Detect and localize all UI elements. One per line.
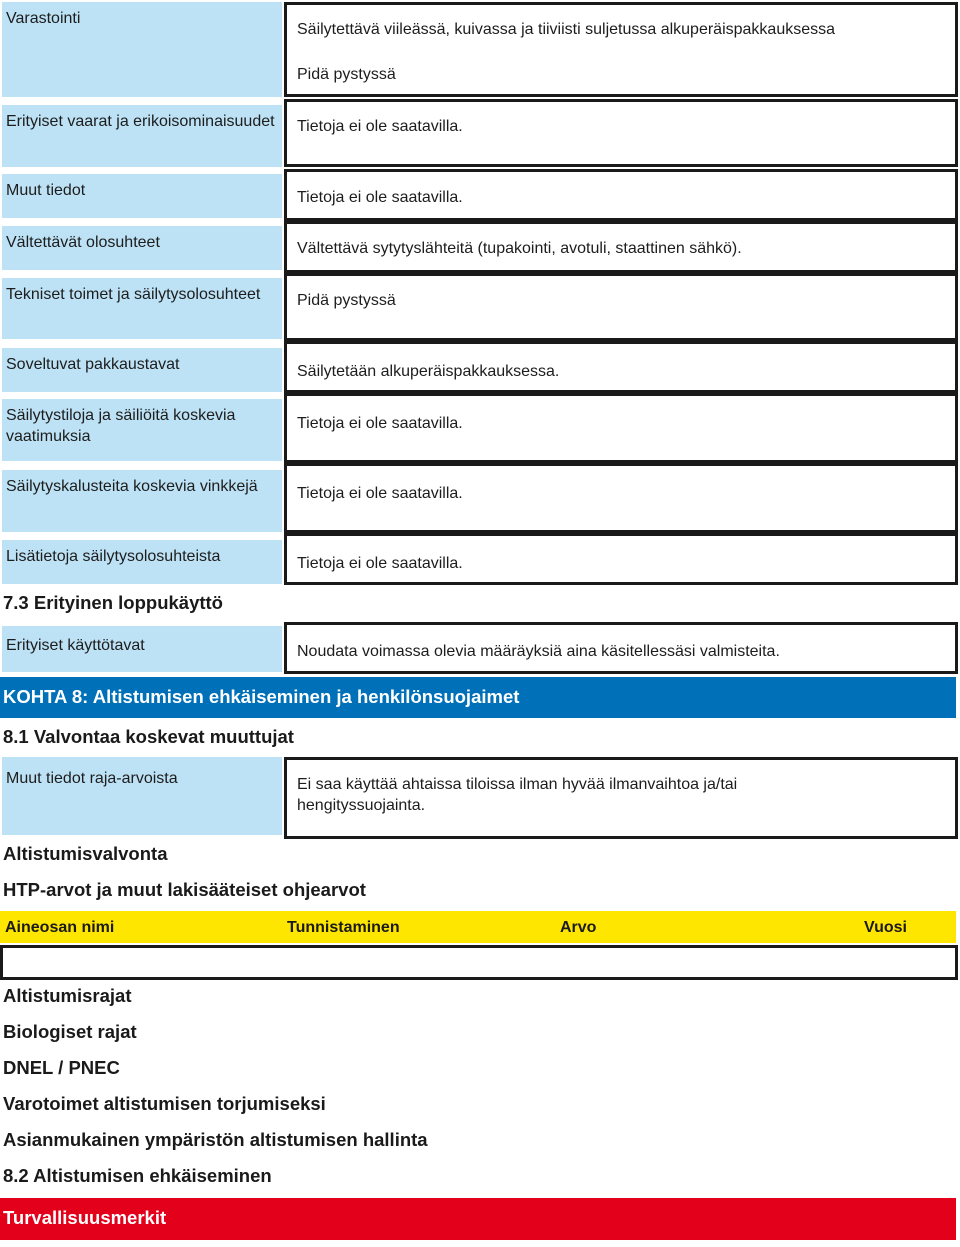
valtettavat-olosuhteet-text: Vältettävä sytytyslähteitä (tupakointi, avotuli, staattinen sähkö).: [297, 240, 742, 257]
label-valtettavat-olosuhteet: Vältettävät olosuhteet: [2, 226, 282, 270]
value-erityiset-vaarat: [284, 99, 958, 167]
value-lisatietoja: [284, 533, 958, 585]
heading-biologiset-rajat: Biologiset rajat: [3, 1021, 137, 1042]
value-erityiset-kayttotavat: [284, 622, 958, 674]
heading-ymparisto: Asianmukainen ympäristön altistumisen hallinta: [3, 1129, 428, 1150]
heading-dnel-pnec: DNEL / PNEC: [3, 1057, 120, 1078]
label-erityiset-kayttotavat: Erityiset käyttötavat: [2, 626, 282, 672]
muut-tiedot-text: Tietoja ei ole saatavilla.: [297, 189, 463, 206]
heading-7-3: 7.3 Erityinen loppukäyttö: [3, 592, 223, 613]
heading-altistumisrajat: Altistumisrajat: [3, 985, 132, 1006]
value-sailytystiloja: [284, 393, 958, 463]
label-varastointi: Varastointi: [2, 2, 282, 97]
value-sailytyskalusteita: [284, 463, 958, 533]
heading-8-2: 8.2 Altistumisen ehkäiseminen: [3, 1165, 272, 1186]
sailytyskalusteita-text: Tietoja ei ole saatavilla.: [297, 485, 463, 502]
sailytystiloja-text: Tietoja ei ole saatavilla.: [297, 415, 463, 432]
label-sailytyskalusteita: Säilytyskalusteita koskevia vinkkejä: [2, 470, 282, 532]
label-erityiset-vaarat: Erityiset vaarat ja erikoisominaisuudet: [2, 105, 282, 167]
heading-8-1: 8.1 Valvontaa koskevat muuttujat: [3, 726, 294, 747]
heading-altistumisvalvonta: Altistumisvalvonta: [3, 843, 168, 864]
safety-signs-banner: Turvallisuusmerkit: [0, 1198, 956, 1240]
heading-varotoimet: Varotoimet altistumisen torjumiseksi: [3, 1093, 326, 1114]
table-header: [0, 911, 956, 943]
label-tekniset-toimet: Tekniset toimet ja säilytysolosuhteet: [2, 278, 282, 339]
column-header-vuosi: Vuosi: [864, 919, 907, 936]
table-row-empty: [0, 945, 958, 980]
erityiset-kayttotavat-text: Noudata voimassa olevia määräyksiä aina käsitellessäsi valmisteita.: [297, 643, 780, 660]
label-lisatietoja: Lisätietoja säilytysolosuhteista: [2, 540, 282, 584]
value-varastointi: [284, 2, 958, 97]
label-muut-tiedot: Muut tiedot: [2, 174, 282, 218]
column-header-arvo: Arvo: [560, 919, 597, 936]
label-sailytystiloja: Säilytystiloja ja säiliöitä koskevia vaatimuksia: [2, 399, 282, 461]
varastointi-text-2: Pidä pystyssä: [297, 66, 396, 83]
value-soveltuvat-pakkaustavat: [284, 341, 958, 393]
column-header-aineosan-nimi: Aineosan nimi: [5, 919, 115, 936]
value-valtettavat-olosuhteet: [284, 221, 958, 273]
muut-tiedot-raja-arvoista-text: Ei saa käyttää ahtaissa tiloissa ilman hyvää ilmanvaihtoa ja/tai hengityssuojainta.: [297, 776, 738, 814]
value-tekniset-toimet: [284, 273, 958, 341]
value-muut-tiedot: [284, 169, 958, 221]
label-soveltuvat-pakkaustavat: Soveltuvat pakkaustavat: [2, 348, 282, 392]
varastointi-text-1: Säilytettävä viileässä, kuivassa ja tiiviisti suljetussa alkuperäispakkauksessa: [297, 21, 836, 38]
erityiset-vaarat-text: Tietoja ei ole saatavilla.: [297, 118, 463, 135]
lisatietoja-text: Tietoja ei ole saatavilla.: [297, 555, 463, 572]
section-8-banner: KOHTA 8: Altistumisen ehkäiseminen ja henkilönsuojaimet: [0, 677, 956, 718]
label-muut-tiedot-raja-arvoista: Muut tiedot raja-arvoista: [2, 757, 282, 835]
tekniset-toimet-text: Pidä pystyssä: [297, 292, 396, 309]
heading-htp-arvot: HTP-arvot ja muut lakisääteiset ohjearvot: [3, 879, 366, 900]
column-header-tunnistaminen: Tunnistaminen: [287, 919, 400, 936]
value-muut-tiedot-raja-arvoista: [284, 757, 958, 839]
soveltuvat-pakkaustavat-text: Säilytetään alkuperäispakkauksessa.: [297, 363, 560, 380]
